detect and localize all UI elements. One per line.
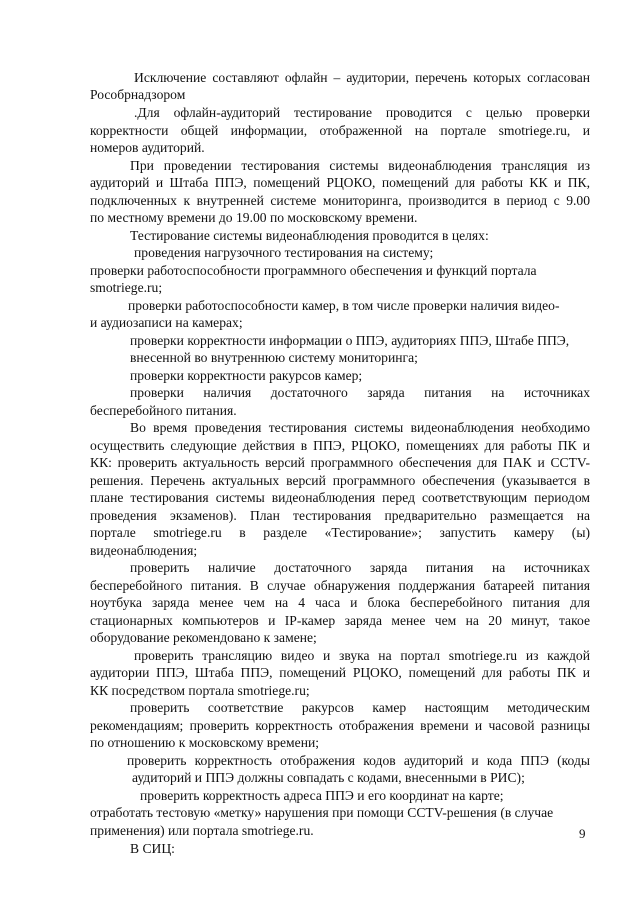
text-line: КК: проверить актуальность версий программного обеспечения для ПАК и CCTV- (90, 455, 590, 470)
text-line: плане тестирования системы видеонаблюдения перед соответствующим периодом (90, 490, 590, 505)
text-line: При проведении тестирования системы видеонаблюдения трансляция из (130, 158, 590, 173)
text-line: номеров аудиторий. (90, 140, 205, 155)
text-line: отработать тестовую «метку» нарушения при помощи CCTV-решения (в случае (90, 805, 554, 820)
text-line: Рособрнадзором (90, 87, 186, 102)
text-line: проверки работоспособности камер, в том числе проверки наличия видео- (128, 298, 560, 313)
text-line: проверить соответствие ракурсов камер настоящим методическим (130, 700, 590, 715)
text-line: проверки наличия достаточного заряда питания на источниках (130, 385, 590, 400)
text-line: проверить корректность отображения кодов аудиторий и кода ППЭ (коды (127, 753, 590, 768)
text-line: оборудование рекомендовано к замене; (90, 630, 317, 645)
text-line: проведения экзаменов). План тестирования предварительно размещается на (90, 508, 590, 523)
text-line: и аудиозаписи на камерах; (90, 315, 243, 330)
text-line: проверки корректности ракурсов камер; (130, 368, 363, 383)
text-line: проверки работоспособности программного обеспечения и функций портала (90, 263, 537, 278)
text-line: подключенных к внутренней системе мониторинга, производится в период с 9.00 (90, 193, 590, 208)
text-line: Во время проведения тестирования системы видеонаблюдения необходимо (130, 420, 590, 435)
text-line: бесперебойного питания. (90, 403, 237, 418)
text-line: Исключение составляют офлайн – аудитории, перечень которых согласован (134, 70, 590, 85)
text-line: Тестирование системы видеонаблюдения проводится в целях: (130, 228, 489, 243)
text-line: по отношению к московскому времени; (90, 735, 320, 750)
text-line: внесенной во внутреннюю систему мониторинга; (130, 350, 418, 365)
text-line: портале smotriege.ru в разделе «Тестирование»; запустить камеру (ы) (90, 525, 590, 540)
page-number: 9 (579, 826, 586, 841)
text-line: применения) или портала smotriege.ru. (90, 823, 314, 838)
text-line: КК посредством портала smotriege.ru; (90, 683, 310, 698)
text-line: В СИЦ: (130, 841, 175, 856)
text-line: проверить трансляцию видео и звука на портал smotriege.ru из каждой (134, 648, 590, 663)
text-line: проверить корректность адреса ППЭ и его координат на карте; (140, 788, 504, 803)
text-line: видеонаблюдения; (90, 543, 198, 558)
text-line: ноутбука заряда менее чем на 4 часа и блока бесперебойного питания для (90, 595, 590, 610)
text-line: по местному времени до 19.00 по московскому времени. (90, 210, 418, 225)
text-line: рекомендациям; проверить корректность отображения времени и часовой разницы (90, 718, 590, 733)
text-line: решения. Перечень актуальных версий программного обеспечения (указывается в (90, 473, 590, 488)
text-line: аудиторий и ППЭ должны совпадать с кодами, внесенными в РИС); (132, 770, 525, 785)
text-line: .Для офлайн-аудиторий тестирование проводится с целью проверки (134, 105, 590, 120)
text-line: проведения нагрузочного тестирования на систему; (134, 245, 434, 260)
text-line: осуществить следующие действия в ППЭ, РЦОКО, помещениях для работы ПК и (90, 438, 590, 453)
text-line: бесперебойного питания. В случае обнаружения поддержания батареей питания (90, 578, 590, 593)
text-line: стационарных компьютеров и IP-камер заряда менее чем на 20 минут, такое (90, 613, 590, 628)
text-line: smotriege.ru; (90, 280, 163, 295)
text-line: проверить наличие достаточного заряда питания на источниках (130, 560, 590, 575)
text-line: корректности общей информации, отображенной на портале smotriege.ru, и (90, 123, 590, 138)
text-line: аудитории ППЭ, Штаба ППЭ, помещений РЦОКО, помещений для работы ПК и (90, 665, 590, 680)
text-line: аудиторий и Штаба ППЭ, помещений РЦОКО, помещений для работы КК и ПК, (90, 175, 590, 190)
text-line: проверки корректности информации о ППЭ, аудиториях ППЭ, Штабе ППЭ, (130, 333, 570, 348)
